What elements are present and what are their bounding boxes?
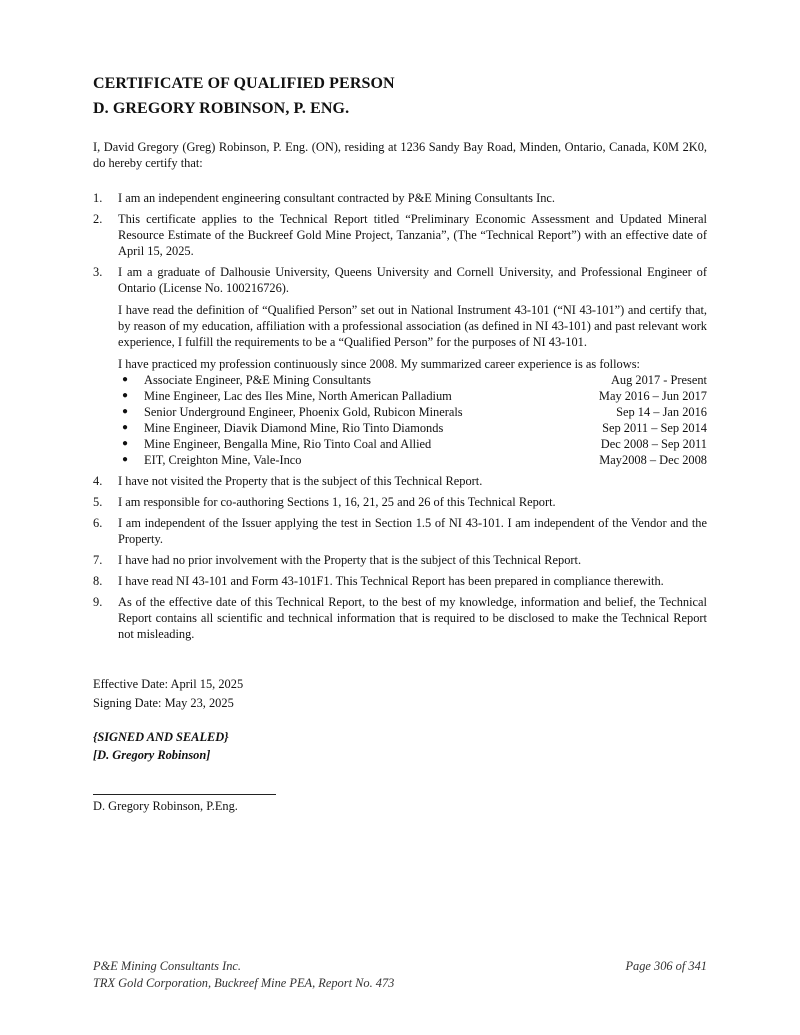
item-number: 7. bbox=[93, 553, 103, 567]
career-period: May2008 – Dec 2008 bbox=[599, 453, 707, 467]
item-number: 1. bbox=[93, 191, 103, 205]
list-item bbox=[93, 515, 707, 547]
bullet-icon: ● bbox=[122, 454, 129, 465]
date-block bbox=[93, 675, 243, 713]
career-list bbox=[118, 372, 707, 468]
item-number: 9. bbox=[93, 595, 103, 609]
item-text: This certificate applies to the Technical Report titled “Preliminary Economic Assessment and Updated Mineral Resource Estimate of the Buckreef Gold Mine Project, Tanzania”, (The “Technical Report”) with an effective date of April 15, 2025. bbox=[118, 212, 707, 258]
bullet-icon: ● bbox=[122, 374, 129, 385]
bullet-icon: ● bbox=[122, 422, 129, 433]
item-text: I am independent of the Issuer applying the test in Section 1.5 of NI 43-101. I am independent of the Vendor and the Property. bbox=[118, 516, 707, 546]
career-period: Aug 2017 - Present bbox=[610, 373, 707, 387]
item-number: 3. bbox=[93, 265, 103, 279]
bullet-icon: ● bbox=[122, 390, 129, 401]
qualified-person-paragraph: I have read the definition of “Qualified Person” set out in National Instrument 43-101 (“NI 43-101”) and certify that, by reason of my education, affiliation with a professional association (as defined in NI 43-101) and past relevant work experience, I fulfill the requirements to be a “Qualified Person” for the purposes of NI 43-101. bbox=[118, 303, 707, 349]
career-entry bbox=[118, 452, 707, 468]
list-item bbox=[93, 552, 707, 568]
career-entry bbox=[118, 420, 707, 436]
career-entry bbox=[118, 372, 707, 388]
career-role: Mine Engineer, Bengalla Mine, Rio Tinto Coal and Allied bbox=[144, 437, 432, 451]
page-number: Page 306 of 341 bbox=[625, 959, 707, 973]
career-period: Sep 14 – Jan 2016 bbox=[616, 405, 707, 419]
signature-block bbox=[93, 728, 229, 764]
career-period: Dec 2008 – Sep 2011 bbox=[600, 437, 707, 451]
career-entry bbox=[118, 404, 707, 420]
signed-and-sealed: {SIGNED AND SEALED} bbox=[93, 730, 229, 744]
intro-paragraph: I, David Gregory (Greg) Robinson, P. Eng. (ON), residing at 1236 Sandy Bay Road, Minden, Ontario, Canada, K0M 2K0, do hereby certify that: bbox=[93, 140, 707, 170]
item-text: I am a graduate of Dalhousie University, Queens University and Cornell University, and Professional Engineer of Ontario (License No. 100216726). bbox=[118, 265, 707, 295]
list-item bbox=[93, 594, 707, 642]
career-role: Mine Engineer, Lac des Iles Mine, North American Palladium bbox=[144, 389, 452, 403]
career-role: Senior Underground Engineer, Phoenix Gold, Rubicon Minerals bbox=[144, 405, 463, 419]
page-footer bbox=[93, 958, 707, 992]
career-entry bbox=[118, 388, 707, 404]
list-item bbox=[93, 264, 707, 468]
bullet-icon: ● bbox=[122, 406, 129, 417]
signing-date: Signing Date: May 23, 2025 bbox=[93, 696, 234, 710]
signer-bracket-name: [D. Gregory Robinson] bbox=[93, 748, 211, 762]
item-text: I have read NI 43-101 and Form 43-101F1. This Technical Report has been prepared in compliance therewith. bbox=[118, 574, 664, 588]
item-text: I have had no prior involvement with the Property that is the subject of this Technical Report. bbox=[118, 553, 582, 567]
career-role: Associate Engineer, P&E Mining Consultants bbox=[144, 373, 371, 387]
item-number: 8. bbox=[93, 574, 103, 588]
list-item bbox=[93, 473, 707, 489]
item-text: As of the effective date of this Technical Report, to the best of my knowledge, information and belief, the Technical Report contains all scientific and technical information that is required to be disclosed to make the Technical Report not misleading. bbox=[118, 595, 707, 641]
career-role: EIT, Creighton Mine, Vale-Inco bbox=[144, 453, 302, 467]
list-item bbox=[93, 494, 707, 510]
career-intro: I have practiced my profession continuously since 2008. My summarized career experience is as follows: bbox=[118, 357, 640, 371]
item-number: 2. bbox=[93, 212, 103, 226]
career-period: May 2016 – Jun 2017 bbox=[598, 389, 707, 403]
career-role: Mine Engineer, Diavik Diamond Mine, Rio Tinto Diamonds bbox=[144, 421, 444, 435]
item-number: 6. bbox=[93, 516, 103, 530]
bullet-icon: ● bbox=[122, 438, 129, 449]
item-number: 4. bbox=[93, 474, 103, 488]
item-text: I am responsible for co-authoring Sections 1, 16, 21, 25 and 26 of this Technical Report. bbox=[118, 495, 556, 509]
author-name-title: D. GREGORY ROBINSON, P. ENG. bbox=[93, 100, 350, 117]
list-item bbox=[93, 211, 707, 259]
item-number: 5. bbox=[93, 495, 103, 509]
signature-line bbox=[93, 794, 276, 795]
career-period: Sep 2011 – Sep 2014 bbox=[602, 421, 707, 435]
certificate-title: CERTIFICATE OF QUALIFIED PERSON bbox=[93, 75, 395, 92]
effective-date: Effective Date: April 15, 2025 bbox=[93, 677, 244, 691]
career-entry bbox=[118, 436, 707, 452]
footer-report: TRX Gold Corporation, Buckreef Mine PEA, Report No. 473 bbox=[93, 976, 395, 990]
item-text: I am an independent engineering consultant contracted by P&E Mining Consultants Inc. bbox=[118, 191, 556, 205]
list-item bbox=[93, 190, 707, 206]
footer-company: P&E Mining Consultants Inc. bbox=[93, 959, 241, 973]
list-item bbox=[93, 573, 707, 589]
certification-list bbox=[93, 190, 707, 647]
printed-signer-name: D. Gregory Robinson, P.Eng. bbox=[93, 799, 238, 813]
item-text: I have not visited the Property that is the subject of this Technical Report. bbox=[118, 474, 483, 488]
